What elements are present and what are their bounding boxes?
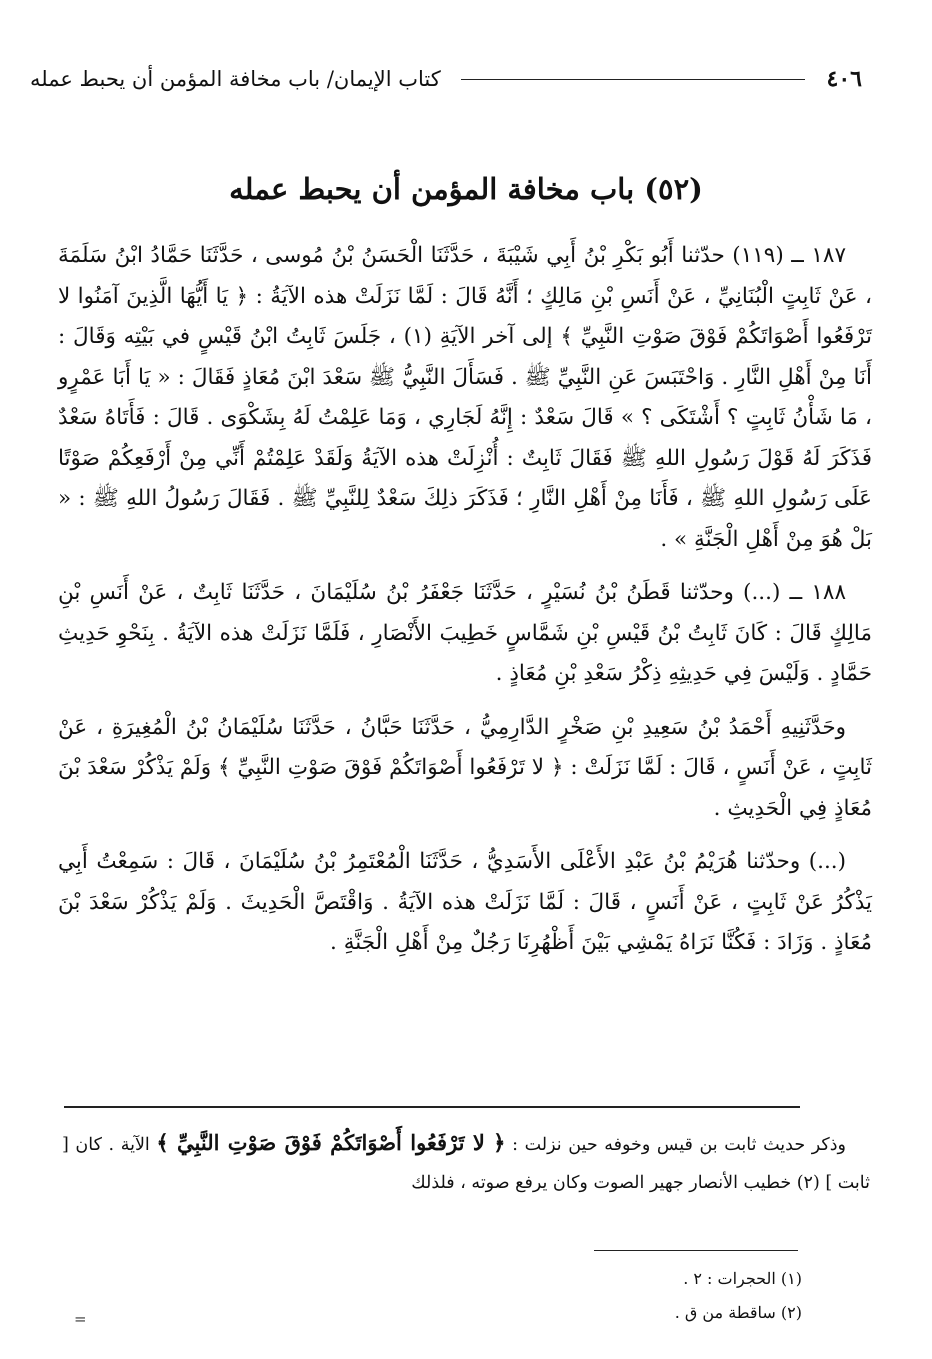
page-number: ٤٠٦ bbox=[826, 66, 862, 92]
footnote-item: (١) الحجرات : ٢ . bbox=[683, 1269, 802, 1288]
hadith-paragraph: وحَدَّثَنِيهِ أَحْمَدُ بْنُ سَعِيدِ بْنِ صَخْرٍ الدَّارِمِيُّ ، حَدَّثَنَا حَبَّانُ ، حَدَّثَنَا سُلَيْمَانُ بْنُ الْمُغِيرَةِ ، عَنْ ثَابِتٍ ، عَنْ أَنَسٍ ، قَالَ : لَمَّا نَزَلَتْ : ﴿ لا تَرْفَعُوا أَصْوَاتَكُمْ فَوْقَ صَوْتِ النَّبِيِّ ﴾ وَلَمْ يَذْكُرْ سَعْدَ بْنَ مُعَاذٍ فِي الْحَدِيثِ . bbox=[58, 714, 872, 821]
chapter-title: (٥٢) باب مخافة المؤمن أن يحبط عمله bbox=[229, 172, 703, 206]
hadith-paragraph: ١٨٨ ــ (...) وحدّثنا قَطَنُ بْنُ نُسَيْرٍ ، حَدَّثَنَا جَعْفَرُ بْنُ سُلَيْمَانَ ، حَدَّثَنَا ثَابِتٌ ، عَنْ أَنَسِ بْنِ مَالِكٍ قَالَ : كَانَ ثَابِتُ بْنُ قَيْسِ بْنِ شَمَّاسٍ خَطِيبَ الأَنْصَارِ ، فَلَمَّا نَزَلَتْ هذه الآيَةُ . بِنَحْوِ حَدِيثِ حَمَّادٍ . وَلَيْسَ فِي حَدِيثِهِ ذِكْرُ سَعْدِ بْنِ مُعَاذٍ . bbox=[58, 580, 872, 686]
main-text bbox=[58, 236, 872, 964]
commentary-text: الآية . كان [ ثابت ] (٢) خطيب الأنصار جهير الصوت وكان يرفع صوته ، فلذلك bbox=[62, 1135, 870, 1193]
hadith-paragraph: (...) وحدّثنا هُرَيْمُ بْنُ عَبْدِ الأَعْلَى الأَسَدِيُّ ، حَدَّثَنَا الْمُعْتَمِرُ بْنُ سُلَيْمَانَ ، قَالَ : سَمِعْتُ أَبِي يَذْكُرُ عَنْ ثَابِتٍ ، عَنْ أَنَسٍ ، قَالَ : لَمَّا نَزَلَتْ هذه الآيَةُ . وَاقْتَصَّ الْحَدِيثَ . وَلَمْ يَذْكُرْ سَعْدَ بْنَ مُعَاذٍ . وَزَادَ : فَكُنَّا نَرَاهُ يَمْشِي بَيْنَ أَظْهُرِنَا رَجُلٌ مِنْ أَهْلِ الْجَنَّةِ . bbox=[58, 849, 872, 955]
hadith-paragraph: ١٨٧ ــ (١١٩) حدّثنا أَبُو بَكْرِ بْنُ أَبِي شَيْبَةَ ، حَدَّثَنَا الْحَسَنُ بْنُ مُوسى ، حَدَّثَنَا حَمَّادُ ابْنُ سَلَمَةَ ، عَنْ ثَابِتٍ الْبُنَانِيِّ ، عَنْ أَنَسِ بْنِ مَالِكٍ ؛ أَنَّهُ قَالَ : لَمَّا نَزَلَتْ هذه الآيَةُ : ﴿ يَا أَيُّهَا الَّذِينَ آمَنُوا لا تَرْفَعُوا أَصْوَاتَكُمْ فَوْقَ صَوْتِ النَّبِيِّ ﴾ إلى آخر الآيَةِ (١) ، جَلَسَ ثَابِتُ ابْنُ قَيْسٍ في بَيْتِه وَقَالَ : أَنَا مِنْ أَهْلِ النَّارِ . وَاحْتَبَسَ عَنِ النَّبِيِّ ﷺ . فَسَأَلَ النَّبِيُّ ﷺ سَعْدَ ابْنَ مُعَاذٍ فَقَالَ : « يَا أَبَا عَمْرٍو ، مَا شَأْنُ ثَابِتٍ ؟ أَشْتَكَى ؟ » قَالَ سَعْدٌ : إِنَّهُ لَجَارِي ، وَمَا عَلِمْتُ لَهُ بِشَكْوَى . قَالَ : فَأَتَاهُ سَعْدٌ فَذَكَرَ لَهُ قَوْلَ رَسُولِ اللهِ ﷺ فَقَالَ ثَابِتٌ : أُنْزِلَتْ هذه الآيَةُ وَلَقَدْ عَلِمْتُمْ أَنِّي مِنْ أَرْفَعِكُمْ صَوْتًا عَلَى رَسُولِ اللهِ ﷺ ، فَأَنَا مِنْ أَهْلِ النَّارِ ؛ فَذَكَرَ ذلِكَ سَعْدٌ لِلنَّبِيِّ ﷺ . فَقَالَ رَسُولُ اللهِ ﷺ : « بَلْ هُوَ مِنْ أَهْلِ الْجَنَّةِ » . bbox=[58, 243, 872, 552]
header-rule bbox=[461, 79, 805, 80]
margin-mark: = bbox=[74, 1310, 87, 1328]
running-header bbox=[30, 62, 862, 96]
commentary-rule bbox=[64, 1106, 800, 1108]
commentary-verse: ﴿ لا تَرْفَعُوا أَصْوَاتَكُمْ فَوْقَ صَوْتِ النَّبِيِّ ﴾ bbox=[156, 1130, 506, 1155]
commentary-paragraph bbox=[62, 1124, 870, 1202]
footnote-rule bbox=[594, 1250, 798, 1251]
running-title: كتاب الإيمان/ باب مخافة المؤمن أن يحبط عمله bbox=[30, 67, 441, 91]
footnote-item: (٢) ساقطة من ق . bbox=[674, 1303, 802, 1322]
commentary bbox=[62, 1124, 870, 1202]
commentary-text: وذكر حديث ثابت بن قيس وخوفه حين نزلت : bbox=[512, 1135, 846, 1155]
footnotes bbox=[120, 1262, 802, 1330]
